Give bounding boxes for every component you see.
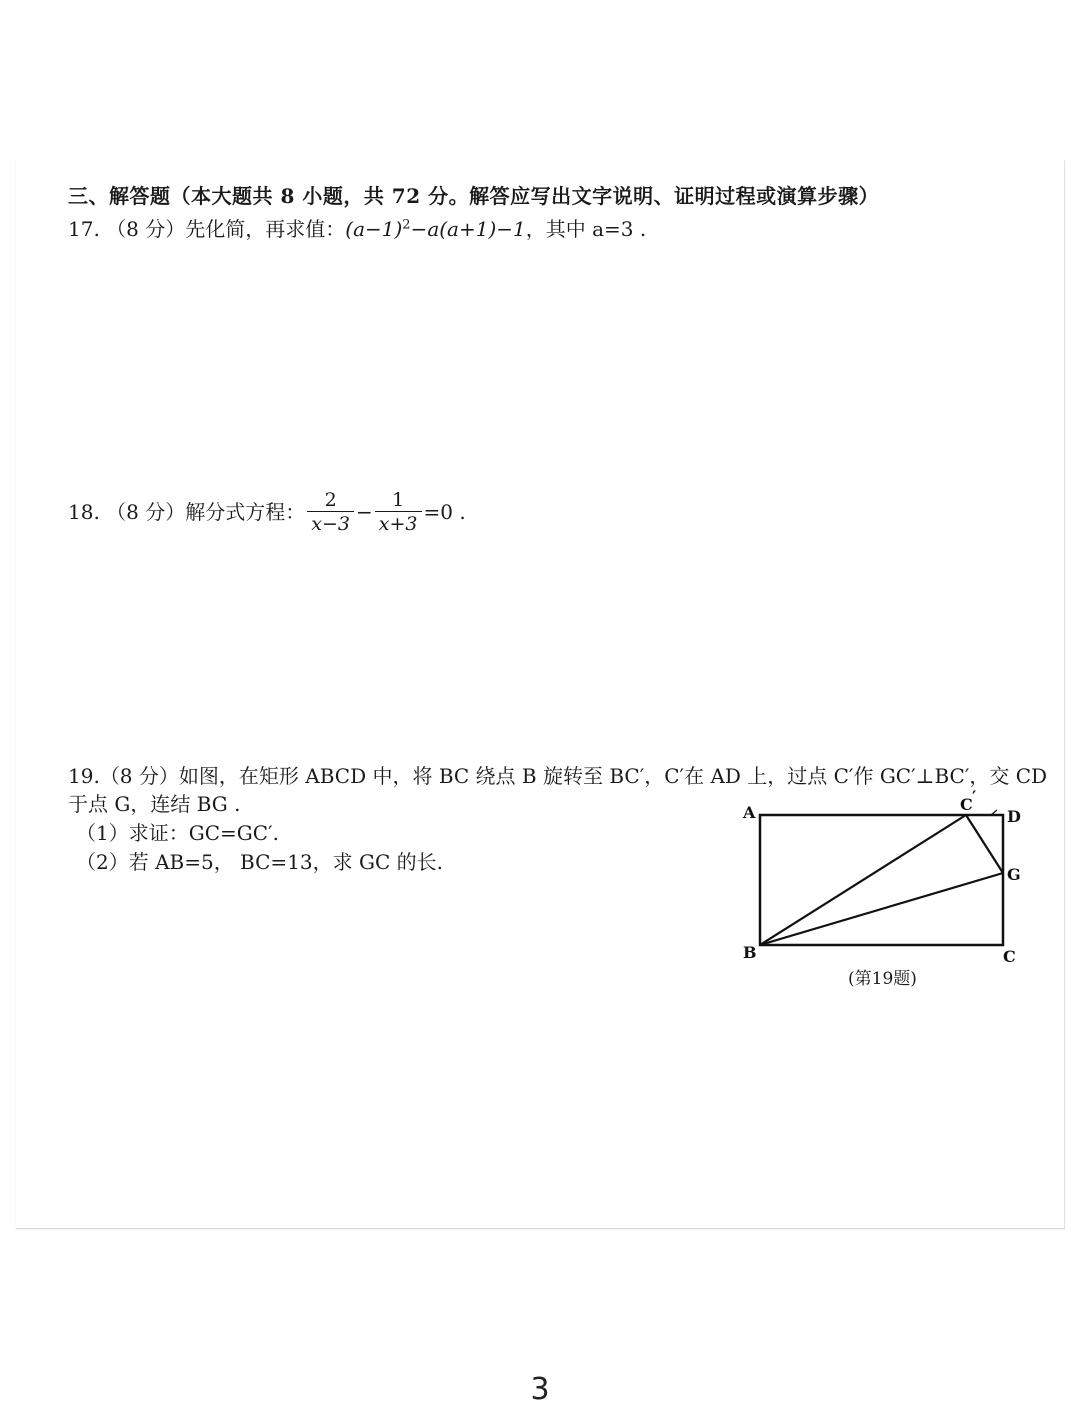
fraction-1-numerator: 2 bbox=[324, 489, 337, 511]
section-heading: 三、解答题（本大题共 8 小题，共 72 分。解答应写出文字说明、证明过程或演算步骤） bbox=[68, 184, 880, 208]
label-b: B bbox=[743, 943, 757, 962]
question-score: （8 分） bbox=[106, 500, 186, 524]
fraction-2-numerator: 1 bbox=[392, 489, 405, 511]
question-stem: 如图，在矩形 ABCD 中，将 BC 绕点 B 旋转至 BC′，C′在 AD 上，过点 C′作 GC′⊥BC′，交 CD bbox=[178, 764, 1048, 788]
label-c-prime: C bbox=[960, 795, 973, 814]
exam-page bbox=[16, 160, 1065, 1229]
fraction-2-denominator: x+3 bbox=[375, 511, 422, 535]
fraction-1-denominator: x−3 bbox=[307, 511, 354, 535]
question-prompt: 先化简，再求值： bbox=[185, 217, 346, 241]
question-score: （8 分） bbox=[99, 764, 179, 788]
question-19-part1: （1）求证：GC=GC′. bbox=[76, 821, 279, 845]
question-19-part2: （2）若 AB=5， BC=13，求 GC 的长. bbox=[76, 850, 443, 874]
segment-bg bbox=[760, 873, 1003, 945]
question-number: 19. bbox=[68, 764, 100, 788]
label-c: C bbox=[1003, 947, 1016, 966]
segment-c-prime-g bbox=[966, 815, 1003, 873]
expression-exponent: 2 bbox=[402, 217, 411, 233]
question-number: 18. bbox=[68, 500, 100, 524]
fraction-2 bbox=[375, 489, 422, 535]
rectangle-abcd bbox=[760, 815, 1003, 945]
fraction-1 bbox=[307, 489, 354, 535]
label-g: G bbox=[1007, 865, 1021, 884]
question-19-stem-line1 bbox=[68, 762, 1047, 790]
segment-bc-prime bbox=[760, 815, 966, 945]
minus-sign: − bbox=[356, 500, 373, 524]
equation-tail: =0 . bbox=[423, 500, 466, 524]
label-a: A bbox=[743, 803, 756, 822]
expression-part1: (a−1) bbox=[345, 217, 403, 241]
question-17 bbox=[68, 215, 646, 243]
expression-part2: −a(a+1)−1 bbox=[410, 217, 526, 241]
label-prime-mark: ′ bbox=[972, 790, 977, 806]
label-d: D bbox=[1007, 807, 1021, 826]
question-number: 17. bbox=[68, 217, 100, 241]
question-prompt: 解分式方程： bbox=[185, 500, 306, 524]
question-condition: ，其中 a=3 . bbox=[525, 217, 647, 241]
question-score: （8 分） bbox=[106, 217, 186, 241]
figure-caption: (第19题) bbox=[848, 969, 917, 989]
question-18 bbox=[68, 488, 466, 536]
page-number: 3 bbox=[530, 1372, 550, 1407]
question-19-stem-line2: 于点 G，连结 BG . bbox=[68, 792, 241, 816]
